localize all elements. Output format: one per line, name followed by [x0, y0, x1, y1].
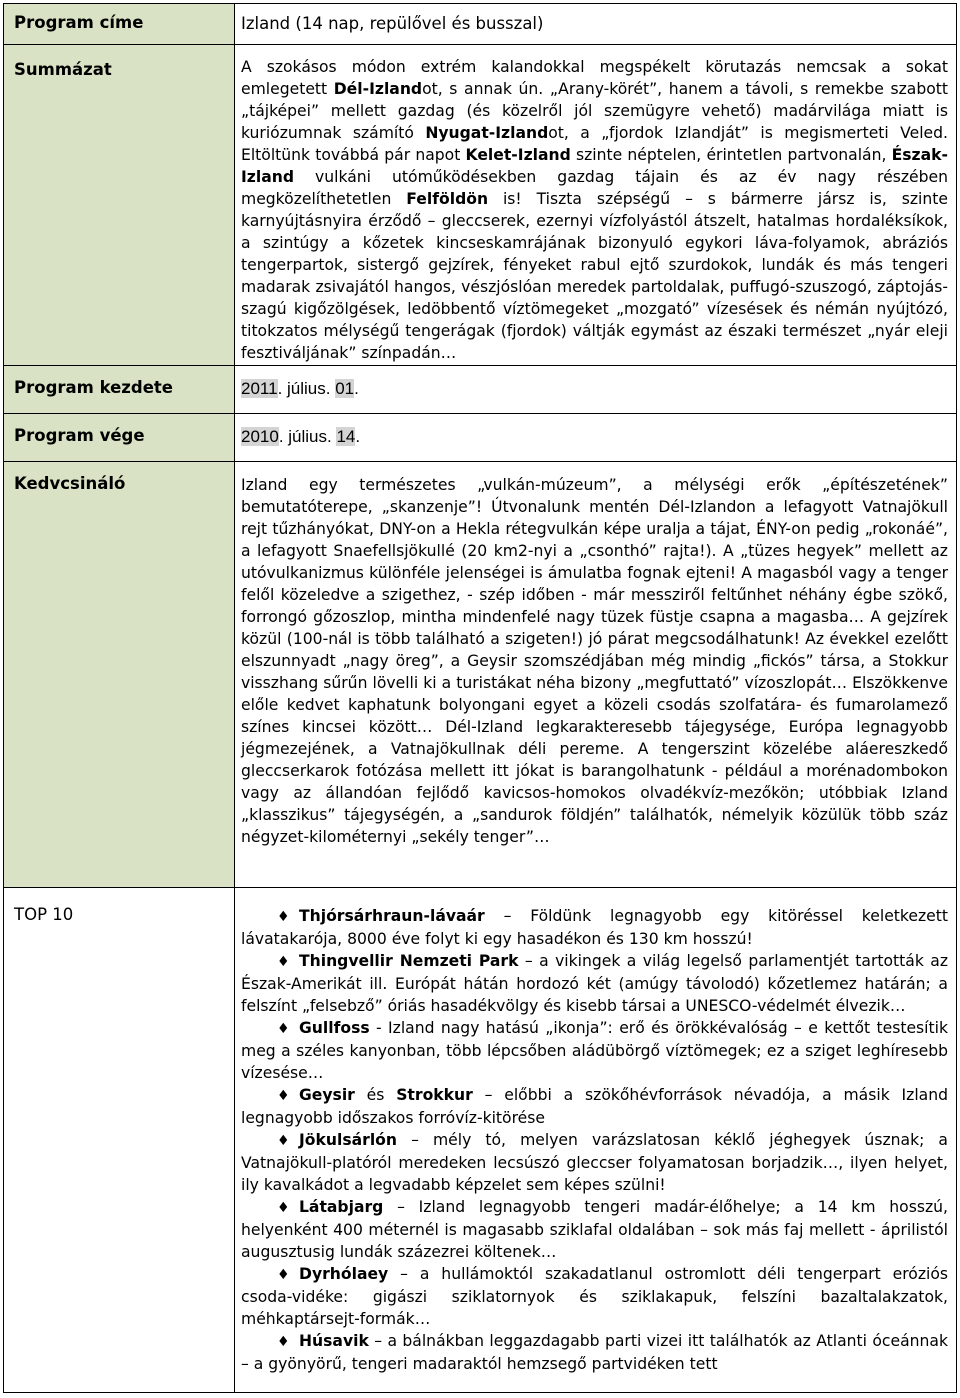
- top10-list: [241, 905, 948, 1375]
- diamond-bullet-icon: ♦: [277, 954, 290, 970]
- bold-term: Dyrhólaey: [299, 1265, 389, 1283]
- bold-term: Geysir: [299, 1086, 355, 1104]
- top10-item: [241, 905, 948, 950]
- bold-term: Jökulsárlón: [299, 1131, 397, 1149]
- text-segment: – Földünk legnagyobb egy kitöréssel keletkezett lávatakarója, 8000 éve folyt ki egy hasadékon és 130 km hosszú!: [241, 907, 948, 948]
- bold-term: Felföldön: [406, 190, 489, 208]
- text-segment: – a bálnákban leggazdagabb parti vizei itt találhatók az Atlanti óceánnak – a gyönyörű, tengeri madaraktól hemzsegő partvidéken tett: [241, 1332, 948, 1373]
- label-program-vege: Program vége: [4, 414, 234, 462]
- value-program-kezdete: [241, 378, 948, 400]
- bold-term: Húsavik: [299, 1332, 369, 1350]
- date-text: .: [355, 427, 361, 446]
- top10-item: [241, 950, 948, 1017]
- row-kedvcsinalo: [4, 461, 956, 888]
- text-segment: - Izland nagy hatású „ikonja”: erő és örökkévalóság – e kettőt testesítik meg a széles kanyonban, több lépcsőben aládübörgő víztömegek; ez a sziget leghíresebb vízesése…: [241, 1019, 948, 1082]
- text-segment: és: [354, 1086, 397, 1104]
- text-segment: ot, s annak ún. „Arany-körét”, hanem a távoli, s remekbe szabott „tájképei” mellett gazdag (és közelről jól szemügyre vehető) madárvilága miatt is kuriózumnak számító: [241, 80, 948, 142]
- date-number-highlighted: 01: [335, 379, 355, 398]
- bold-term: Gullfoss: [299, 1019, 370, 1037]
- label-program-kezdete: Program kezdete: [4, 366, 234, 414]
- text-segment: – a hullámoktól szakadatlanul ostromlott déli tengerpart eróziós csoda-vidéke: gigászi sziklatornyok és sziklakapuk, felszíni bazaltalakzatok, méhkaptársejt-formák…: [241, 1265, 948, 1328]
- top10-item: [241, 1196, 948, 1263]
- bold-term: Thingvellir Nemzeti Park: [299, 952, 519, 970]
- diamond-bullet-icon: ♦: [277, 909, 290, 925]
- row-top10: [4, 887, 956, 1392]
- bold-term: Dél-Izland: [333, 80, 423, 98]
- bold-term: Thjórsárhraun-lávaár: [299, 907, 485, 925]
- date-number-highlighted: 2010: [241, 427, 279, 446]
- bold-term: Észak-Izland: [241, 146, 949, 186]
- text-segment: – a vikingek a világ legelső parlamentjét tartották az Észak-Amerikát ill. Európát hátán hordozó két (amúgy távolodó) kőzetlemez határán; a felszínt „felsebző” óriás hasadékvölgy és kisebb társai a UNESCO-védelmét élvezik…: [241, 952, 949, 1015]
- date-number-highlighted: 14: [336, 427, 356, 446]
- diamond-bullet-icon: ♦: [277, 1021, 290, 1037]
- text-segment: ot, a „fjordok Izlandját” is megismerteti Veled. Eltöltünk továbbá pár napot: [241, 124, 948, 164]
- bold-term: Nyugat-Izland: [425, 124, 549, 142]
- diamond-bullet-icon: ♦: [277, 1088, 290, 1104]
- row-program-cime: [4, 4, 956, 44]
- value-kedvcsinalo: Izland egy természetes „vulkán-múzeum”, a mélységi erők „építészetének” bemutatóterepe, „skanzenje”! Útvonalunk mentén Dél-Izlandon a lefagyott Vatnajökull rejt tűzhányókat, DNY-on a Hekla rétegvulkán képe uralja a tájat, ÉNY-on pedig „rokonáé”, a lefagyott Snaefellsjökullé (20 km2-nyi a „csonthó” rajta!). A „tüzes hegyek” mellett az utóvulkanizmus különféle jelenségei is ámulatba fognak ejteni! A magasból vagy a tenger felől közeledve a szigethez, - szép időben - már messziről feltűnhet néhány égbe szökő, forrongó gőzoszlop, mintha mindenfelé nagy tüzek füstje csapna a magasba… A gejzírek közül (100-nál is több található a szigeten!) jó párat megcsodálhatunk! Az évekkel ezelőtt elszunnyadt „nagy öreg”, a Geysir szomszédjában még mindig „fickós” társa, a Stokkur visszhang sűrűn lövelli ki a turistákat néha bizony „megfuttató” vízoszlopát… Elszökkenve előle kedvet kaphatunk bolyongani egyet a közeli csodás szolfatára- és fumarolamező színes kincsei között… Dél-Izland legkarakteresebb tájegysége, Európa legnagyobb jégmezejének, a Vatnajökullnak déli pereme. A tengerszint közelébe aláereszkedő gleccserkarok fotózása mellett itt jókat is barangolhatunk - például a morénadombokon vagy az állandóan fejlődő kavicsos-homokos olvadékvíz-mezőkön; utóbbiak Izland „klasszikus” tájegységén, a „sandurok földjén” találhatók, némelyik közülük több száz négyzet-kilométernyi „sekély tenger”…: [241, 476, 948, 846]
- value-summazat: [241, 56, 948, 364]
- top10-item: [241, 1017, 948, 1084]
- label-summazat: Summázat: [4, 45, 234, 366]
- bold-term: Kelet-Izland: [465, 146, 571, 164]
- text-segment: – mély tó, melyen varázslatosan kéklő jéghegyek úsznak; a Vatnajökull-platóról meredeken lecsúszó gleccser folyamatosan borjadzik…, ilyen helyet, ily kavalkádot a legvadabb képzelet sem képes szülni!: [241, 1131, 948, 1194]
- program-table: [3, 3, 957, 1393]
- label-kedvcsinalo: Kedvcsináló: [4, 462, 234, 888]
- bold-term: Strokkur: [396, 1086, 473, 1104]
- label-top10: TOP 10: [4, 888, 234, 1392]
- date-number-highlighted: 2011: [241, 379, 278, 398]
- date-text: . július.: [277, 379, 336, 398]
- row-summazat: [4, 44, 956, 366]
- value-program-cime: Izland (14 nap, repülővel és busszal): [241, 14, 544, 33]
- diamond-bullet-icon: ♦: [277, 1200, 290, 1216]
- diamond-bullet-icon: ♦: [277, 1133, 290, 1149]
- top10-item: [241, 1129, 948, 1196]
- label-program-cime: Program címe: [4, 4, 234, 44]
- text-segment: – előbbi a szökőhévforrások névadója, a másik Izland legnagyobb időszakos forróvíz-kitörése: [241, 1086, 948, 1127]
- value-program-vege: [241, 426, 948, 448]
- date-text: .: [354, 379, 359, 398]
- top10-item: [241, 1330, 948, 1375]
- diamond-bullet-icon: ♦: [277, 1334, 290, 1350]
- text-segment: A szokásos módon extrém kalandokkal megspékelt körutazás nemcsak a sokat emlegetett: [241, 58, 948, 98]
- top10-item: [241, 1263, 948, 1330]
- text-segment: is! Tiszta szépségű – s bármerre jársz is, szinte karnyújtásnyira érződő – gleccserek, ezernyi vízfolyástól átszelt, hatalmas hordaléksíkok, a szintúgy a kőzetek kincseskamrájának bizonyuló egykori láva-folyamok, abráziós tengerpartok, sistergő gejzírek, fényeket rabul ejtő szurdokok, lundák és más tengeri madarak zsivajától hangos, vészjóslóan meredek partoldalak, puffugó-szuszogó, záptojás-szagú kigőzölgések, ledöbbentő víztömegeket „mozgató” vízesések és némán nyújtózó, titokzatos mélységű tengerágak (fjordok) váltják egymást az északi természet „nyár eleji fesztiváljának” színpadán…: [241, 190, 948, 362]
- text-segment: szinte néptelen, érintetlen partvonalán,: [570, 146, 892, 164]
- text-segment: vulkáni utóműködésekben gazdag tájain és az év nagy részében megközelíthetetlen: [241, 168, 948, 208]
- row-program-kezdete: [4, 365, 956, 414]
- bold-term: Látabjarg: [299, 1198, 384, 1216]
- text-segment: – Izland legnagyobb tengeri madár-élőhelye; a 14 km hosszú, helyenként 400 méternél is magasabb sziklafal oldalában – sok más faj mellett - áprilistól augusztusig lundák százezrei költenek…: [241, 1198, 948, 1261]
- date-text: . július.: [278, 427, 337, 446]
- top10-item: [241, 1084, 948, 1129]
- diamond-bullet-icon: ♦: [277, 1267, 290, 1283]
- row-program-vege: [4, 413, 956, 462]
